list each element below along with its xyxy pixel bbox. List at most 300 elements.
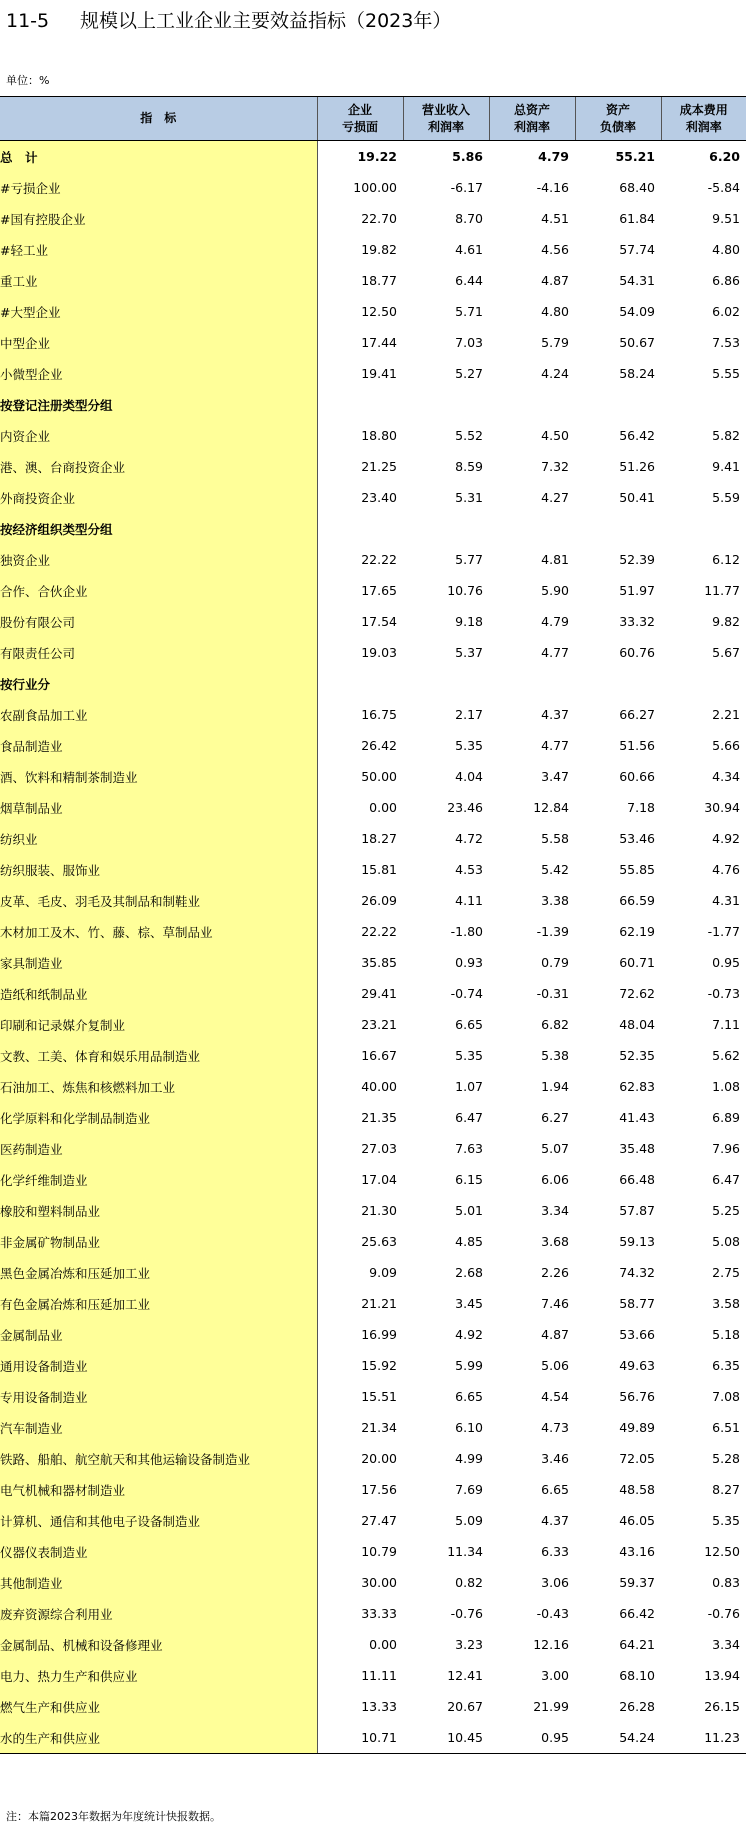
column-header	[489, 97, 575, 141]
row-label: 总 计	[0, 141, 317, 173]
value-cell: 16.99	[361, 1327, 397, 1342]
row-label: 黑色金属冶炼和压延加工业	[0, 1257, 317, 1288]
value-cell: 4.85	[455, 1234, 483, 1249]
value-cell: 49.63	[619, 1358, 655, 1373]
row-label: 木材加工及木、竹、藤、棕、草制品业	[0, 916, 317, 947]
value-cell	[661, 668, 746, 699]
value-cell: 41.43	[619, 1110, 655, 1125]
value-cell: 5.77	[455, 552, 483, 567]
value-cell: 4.77	[541, 738, 569, 753]
value-cell: 57.74	[619, 242, 655, 257]
row-label: 食品制造业	[0, 730, 317, 761]
row-label: 小微型企业	[0, 358, 317, 389]
row-label: 废弃资源综合利用业	[0, 1598, 317, 1629]
row-label: #大型企业	[0, 296, 317, 327]
table-row	[0, 637, 746, 668]
table-row	[0, 296, 746, 327]
row-label: 仪器仪表制造业	[0, 1536, 317, 1567]
value-cell: 3.23	[455, 1637, 483, 1652]
value-cell: 51.26	[619, 459, 655, 474]
row-label: 汽车制造业	[0, 1412, 317, 1443]
value-cell: 6.82	[541, 1017, 569, 1032]
row-label: 家具制造业	[0, 947, 317, 978]
value-cell: 21.99	[533, 1699, 569, 1714]
value-cell: 5.18	[712, 1327, 740, 1342]
row-label: 内资企业	[0, 420, 317, 451]
value-cell: 9.09	[369, 1265, 397, 1280]
value-cell: 23.21	[361, 1017, 397, 1032]
value-cell: 13.94	[704, 1668, 740, 1683]
value-cell: 6.47	[712, 1172, 740, 1187]
value-cell: 25.63	[361, 1234, 397, 1249]
value-cell: 6.65	[541, 1482, 569, 1497]
value-cell: 0.83	[712, 1575, 740, 1590]
value-cell: 3.34	[541, 1203, 569, 1218]
value-cell: 0.82	[455, 1575, 483, 1590]
value-cell: 50.67	[619, 335, 655, 350]
value-cell: 6.10	[455, 1420, 483, 1435]
value-cell: 18.80	[361, 428, 397, 443]
value-cell: 59.13	[619, 1234, 655, 1249]
value-cell: 33.33	[361, 1606, 397, 1621]
row-label: 水的生产和供应业	[0, 1722, 317, 1754]
table-row	[0, 1567, 746, 1598]
row-label: 化学纤维制造业	[0, 1164, 317, 1195]
value-cell: 6.02	[712, 304, 740, 319]
value-cell	[489, 513, 575, 544]
table-row	[0, 1691, 746, 1722]
value-cell: 5.59	[712, 490, 740, 505]
value-cell: 5.58	[541, 831, 569, 846]
value-cell: 40.00	[361, 1079, 397, 1094]
table-row	[0, 234, 746, 265]
value-cell: 7.46	[541, 1296, 569, 1311]
value-cell: 58.77	[619, 1296, 655, 1311]
table-row	[0, 451, 746, 482]
row-label: 中型企业	[0, 327, 317, 358]
row-label: 橡胶和塑料制品业	[0, 1195, 317, 1226]
table-row	[0, 916, 746, 947]
value-cell: 27.47	[361, 1513, 397, 1528]
value-cell: 6.44	[455, 273, 483, 288]
value-cell: 21.21	[361, 1296, 397, 1311]
table-row	[0, 1071, 746, 1102]
value-cell: 29.41	[361, 986, 397, 1001]
value-cell: 72.62	[619, 986, 655, 1001]
value-cell: 4.34	[712, 769, 740, 784]
value-cell: 9.82	[712, 614, 740, 629]
table-row	[0, 1226, 746, 1257]
value-cell: 19.03	[361, 645, 397, 660]
row-label: 造纸和纸制品业	[0, 978, 317, 1009]
value-cell: 2.21	[712, 707, 740, 722]
value-cell: 17.44	[361, 335, 397, 350]
value-cell: 4.04	[455, 769, 483, 784]
value-cell: 3.34	[712, 1637, 740, 1652]
value-cell: 59.37	[619, 1575, 655, 1590]
value-cell: 68.10	[619, 1668, 655, 1683]
row-label: 皮革、毛皮、羽毛及其制品和制鞋业	[0, 885, 317, 916]
value-cell: 5.07	[541, 1141, 569, 1156]
value-cell: 100.00	[353, 180, 397, 195]
value-cell: 4.51	[541, 211, 569, 226]
row-label: 有色金属冶炼和压延加工业	[0, 1288, 317, 1319]
value-cell: 55.21	[615, 149, 655, 164]
value-cell: 5.99	[455, 1358, 483, 1373]
column-header	[317, 97, 403, 141]
value-cell	[403, 513, 489, 544]
table-row	[0, 575, 746, 606]
column-header-line: 资产	[605, 102, 630, 117]
table-row	[0, 1319, 746, 1350]
value-cell: 4.54	[541, 1389, 569, 1404]
table-row	[0, 854, 746, 885]
table-row	[0, 1598, 746, 1629]
value-cell: 26.15	[704, 1699, 740, 1714]
value-cell: 6.06	[541, 1172, 569, 1187]
value-cell: 66.48	[619, 1172, 655, 1187]
table-row	[0, 792, 746, 823]
value-cell: -0.73	[707, 986, 740, 1001]
row-label: 医药制造业	[0, 1133, 317, 1164]
value-cell: 7.96	[712, 1141, 740, 1156]
value-cell: 22.70	[361, 211, 397, 226]
value-cell: 50.00	[361, 769, 397, 784]
table-row	[0, 1288, 746, 1319]
value-cell: 0.00	[369, 800, 397, 815]
value-cell: 7.11	[712, 1017, 740, 1032]
value-cell: 12.50	[704, 1544, 740, 1559]
value-cell: 10.79	[361, 1544, 397, 1559]
value-cell: 7.63	[455, 1141, 483, 1156]
row-label: 纺织服装、服饰业	[0, 854, 317, 885]
value-cell: 49.89	[619, 1420, 655, 1435]
value-cell: 50.41	[619, 490, 655, 505]
value-cell: 9.41	[712, 459, 740, 474]
value-cell	[317, 513, 403, 544]
value-cell: 22.22	[361, 924, 397, 939]
value-cell: -1.39	[536, 924, 569, 939]
value-cell: 17.65	[361, 583, 397, 598]
value-cell: 19.22	[357, 149, 397, 164]
value-cell: 56.42	[619, 428, 655, 443]
value-cell: 61.84	[619, 211, 655, 226]
value-cell: 11.11	[361, 1668, 397, 1683]
value-cell: 5.27	[455, 366, 483, 381]
value-cell: 21.30	[361, 1203, 397, 1218]
value-cell: 0.95	[712, 955, 740, 970]
value-cell: 7.08	[712, 1389, 740, 1404]
value-cell: 2.75	[712, 1265, 740, 1280]
value-cell	[317, 668, 403, 699]
value-cell: 0.79	[541, 955, 569, 970]
value-cell: 57.87	[619, 1203, 655, 1218]
table-row	[0, 1009, 746, 1040]
value-cell: 6.20	[709, 149, 740, 164]
value-cell: -0.31	[536, 986, 569, 1001]
value-cell	[489, 668, 575, 699]
table-row	[0, 1412, 746, 1443]
value-cell: 58.24	[619, 366, 655, 381]
value-cell: 4.99	[455, 1451, 483, 1466]
row-label: 燃气生产和供应业	[0, 1691, 317, 1722]
value-cell: 7.18	[627, 800, 655, 815]
value-cell: 23.46	[447, 800, 483, 815]
value-cell: 7.53	[712, 335, 740, 350]
value-cell: 6.65	[455, 1389, 483, 1404]
value-cell: 4.77	[541, 645, 569, 660]
value-cell: 60.71	[619, 955, 655, 970]
value-cell: 48.04	[619, 1017, 655, 1032]
value-cell: 21.35	[361, 1110, 397, 1125]
value-cell: 10.76	[447, 583, 483, 598]
value-cell: 60.76	[619, 645, 655, 660]
value-cell: 5.66	[712, 738, 740, 753]
value-cell: 1.08	[712, 1079, 740, 1094]
table-row	[0, 172, 746, 203]
value-cell: 54.24	[575, 1722, 661, 1754]
value-cell: 5.90	[541, 583, 569, 598]
value-cell: 3.46	[541, 1451, 569, 1466]
table-row	[0, 327, 746, 358]
value-cell: -1.77	[707, 924, 740, 939]
value-cell: 4.92	[455, 1327, 483, 1342]
row-label: 外商投资企业	[0, 482, 317, 513]
value-cell	[661, 389, 746, 420]
value-cell: 7.69	[455, 1482, 483, 1497]
table-row	[0, 513, 746, 544]
column-header-line: 利润率	[513, 119, 550, 134]
value-cell: 5.55	[712, 366, 740, 381]
value-cell: 4.61	[455, 242, 483, 257]
value-cell: -4.16	[536, 180, 569, 195]
table-row	[0, 1195, 746, 1226]
value-cell: 5.35	[455, 1048, 483, 1063]
value-cell: 5.79	[541, 335, 569, 350]
value-cell: 4.79	[538, 149, 569, 164]
value-cell: 5.62	[712, 1048, 740, 1063]
value-cell: 10.45	[403, 1722, 489, 1754]
value-cell: 15.81	[361, 862, 397, 877]
value-cell: 2.17	[455, 707, 483, 722]
value-cell: 3.00	[541, 1668, 569, 1683]
table-row	[0, 1350, 746, 1381]
row-label: 化学原料和化学制品制造业	[0, 1102, 317, 1133]
value-cell: 2.68	[455, 1265, 483, 1280]
value-cell: 4.31	[712, 893, 740, 908]
value-cell: 8.27	[712, 1482, 740, 1497]
row-label: 非金属矿物制品业	[0, 1226, 317, 1257]
value-cell: 6.33	[541, 1544, 569, 1559]
row-label: 独资企业	[0, 544, 317, 575]
value-cell: 5.35	[712, 1513, 740, 1528]
value-cell: 4.73	[541, 1420, 569, 1435]
value-cell: 3.38	[541, 893, 569, 908]
row-label: 电气机械和器材制造业	[0, 1474, 317, 1505]
table-row	[0, 358, 746, 389]
value-cell: 6.89	[712, 1110, 740, 1125]
value-cell: 9.51	[712, 211, 740, 226]
table-header-row	[0, 97, 746, 141]
value-cell: 5.28	[712, 1451, 740, 1466]
value-cell: 2.26	[541, 1265, 569, 1280]
value-cell: 6.86	[712, 273, 740, 288]
value-cell: 5.35	[455, 738, 483, 753]
value-cell	[661, 513, 746, 544]
column-header-line: 总资产	[513, 102, 550, 117]
value-cell: 51.56	[619, 738, 655, 753]
table-row	[0, 389, 746, 420]
value-cell: 54.09	[619, 304, 655, 319]
value-cell: -0.74	[450, 986, 483, 1001]
value-cell: 4.27	[541, 490, 569, 505]
table-row	[0, 1040, 746, 1071]
value-cell: 12.41	[447, 1668, 483, 1683]
row-label: 金属制品、机械和设备修理业	[0, 1629, 317, 1660]
value-cell: 19.82	[361, 242, 397, 257]
value-cell: 9.18	[455, 614, 483, 629]
indicator-table	[0, 96, 746, 1754]
row-label: 合作、合伙企业	[0, 575, 317, 606]
table-row	[0, 141, 746, 173]
row-label: 通用设备制造业	[0, 1350, 317, 1381]
value-cell: 66.27	[619, 707, 655, 722]
value-cell: 4.76	[712, 862, 740, 877]
value-cell: 3.45	[455, 1296, 483, 1311]
value-cell: 64.21	[619, 1637, 655, 1652]
value-cell: 26.42	[361, 738, 397, 753]
table-row	[0, 1660, 746, 1691]
value-cell	[575, 513, 661, 544]
row-label: 计算机、通信和其他电子设备制造业	[0, 1505, 317, 1536]
value-cell: 4.87	[541, 1327, 569, 1342]
column-header-line: 企业	[347, 102, 372, 117]
row-label: 纺织业	[0, 823, 317, 854]
value-cell: 3.68	[541, 1234, 569, 1249]
row-label: 专用设备制造业	[0, 1381, 317, 1412]
row-label: #亏损企业	[0, 172, 317, 203]
value-cell: 35.85	[361, 955, 397, 970]
value-cell: 56.76	[619, 1389, 655, 1404]
value-cell: 5.01	[455, 1203, 483, 1218]
row-label: 按登记注册类型分组	[0, 389, 317, 420]
value-cell: 55.85	[619, 862, 655, 877]
row-label: #轻工业	[0, 234, 317, 265]
value-cell: 72.05	[619, 1451, 655, 1466]
row-label: 印刷和记录媒介复制业	[0, 1009, 317, 1040]
value-cell: -6.17	[450, 180, 483, 195]
table-row	[0, 544, 746, 575]
column-header	[0, 97, 317, 141]
value-cell: 7.03	[455, 335, 483, 350]
value-cell: -0.43	[536, 1606, 569, 1621]
column-header-line: 利润率	[685, 119, 722, 134]
table-row	[0, 203, 746, 234]
table-row	[0, 1133, 746, 1164]
row-label: 重工业	[0, 265, 317, 296]
table-row	[0, 606, 746, 637]
value-cell: 12.84	[533, 800, 569, 815]
value-cell: 4.24	[541, 366, 569, 381]
column-header-line: 营业收入	[421, 102, 470, 117]
table-row	[0, 1443, 746, 1474]
value-cell: 18.77	[361, 273, 397, 288]
value-cell: 8.70	[455, 211, 483, 226]
column-header	[575, 97, 661, 141]
value-cell: 0.93	[455, 955, 483, 970]
value-cell: 21.34	[361, 1420, 397, 1435]
column-header	[403, 97, 489, 141]
value-cell: 15.92	[361, 1358, 397, 1373]
column-header-line: 成本费用	[679, 102, 728, 117]
value-cell: 30.00	[361, 1575, 397, 1590]
value-cell: 5.82	[712, 428, 740, 443]
value-cell: 26.28	[619, 1699, 655, 1714]
value-cell: 66.59	[619, 893, 655, 908]
value-cell: 11.77	[704, 583, 740, 598]
value-cell	[575, 389, 661, 420]
column-header-line: 亏损面	[341, 119, 378, 134]
value-cell: 21.25	[361, 459, 397, 474]
value-cell: 0.95	[489, 1722, 575, 1754]
value-cell: 16.67	[361, 1048, 397, 1063]
row-label: #国有控股企业	[0, 203, 317, 234]
row-label: 按经济组织类型分组	[0, 513, 317, 544]
value-cell: 17.04	[361, 1172, 397, 1187]
value-cell: 22.22	[361, 552, 397, 567]
value-cell: 5.06	[541, 1358, 569, 1373]
value-cell	[317, 389, 403, 420]
value-cell: 54.31	[619, 273, 655, 288]
value-cell: 17.56	[361, 1482, 397, 1497]
value-cell: 0.00	[369, 1637, 397, 1652]
value-cell: 1.94	[541, 1079, 569, 1094]
table-row	[0, 482, 746, 513]
value-cell: 4.72	[455, 831, 483, 846]
value-cell: 3.47	[541, 769, 569, 784]
value-cell: 6.51	[712, 1420, 740, 1435]
value-cell: 11.34	[447, 1544, 483, 1559]
value-cell: 17.54	[361, 614, 397, 629]
value-cell: 4.92	[712, 831, 740, 846]
table-row	[0, 1722, 746, 1754]
value-cell: 12.16	[533, 1637, 569, 1652]
value-cell: -0.76	[707, 1606, 740, 1621]
unit-label: 单位：%	[6, 74, 50, 87]
row-label: 石油加工、炼焦和核燃料加工业	[0, 1071, 317, 1102]
value-cell: 6.35	[712, 1358, 740, 1373]
value-cell: 53.66	[619, 1327, 655, 1342]
table-row	[0, 265, 746, 296]
value-cell: 5.42	[541, 862, 569, 877]
table-row	[0, 668, 746, 699]
row-label: 铁路、船舶、航空航天和其他运输设备制造业	[0, 1443, 317, 1474]
value-cell: 12.50	[361, 304, 397, 319]
table-row	[0, 420, 746, 451]
value-cell: -5.84	[707, 180, 740, 195]
row-label: 有限责任公司	[0, 637, 317, 668]
value-cell: 4.80	[541, 304, 569, 319]
value-cell: 20.00	[361, 1451, 397, 1466]
row-label: 农副食品加工业	[0, 699, 317, 730]
value-cell: 5.25	[712, 1203, 740, 1218]
table-title: 规模以上工业企业主要效益指标（2023年）	[80, 10, 452, 32]
value-cell: 4.87	[541, 273, 569, 288]
value-cell: 19.41	[361, 366, 397, 381]
value-cell: 3.06	[541, 1575, 569, 1590]
row-label: 港、澳、台商投资企业	[0, 451, 317, 482]
value-cell: 5.52	[455, 428, 483, 443]
